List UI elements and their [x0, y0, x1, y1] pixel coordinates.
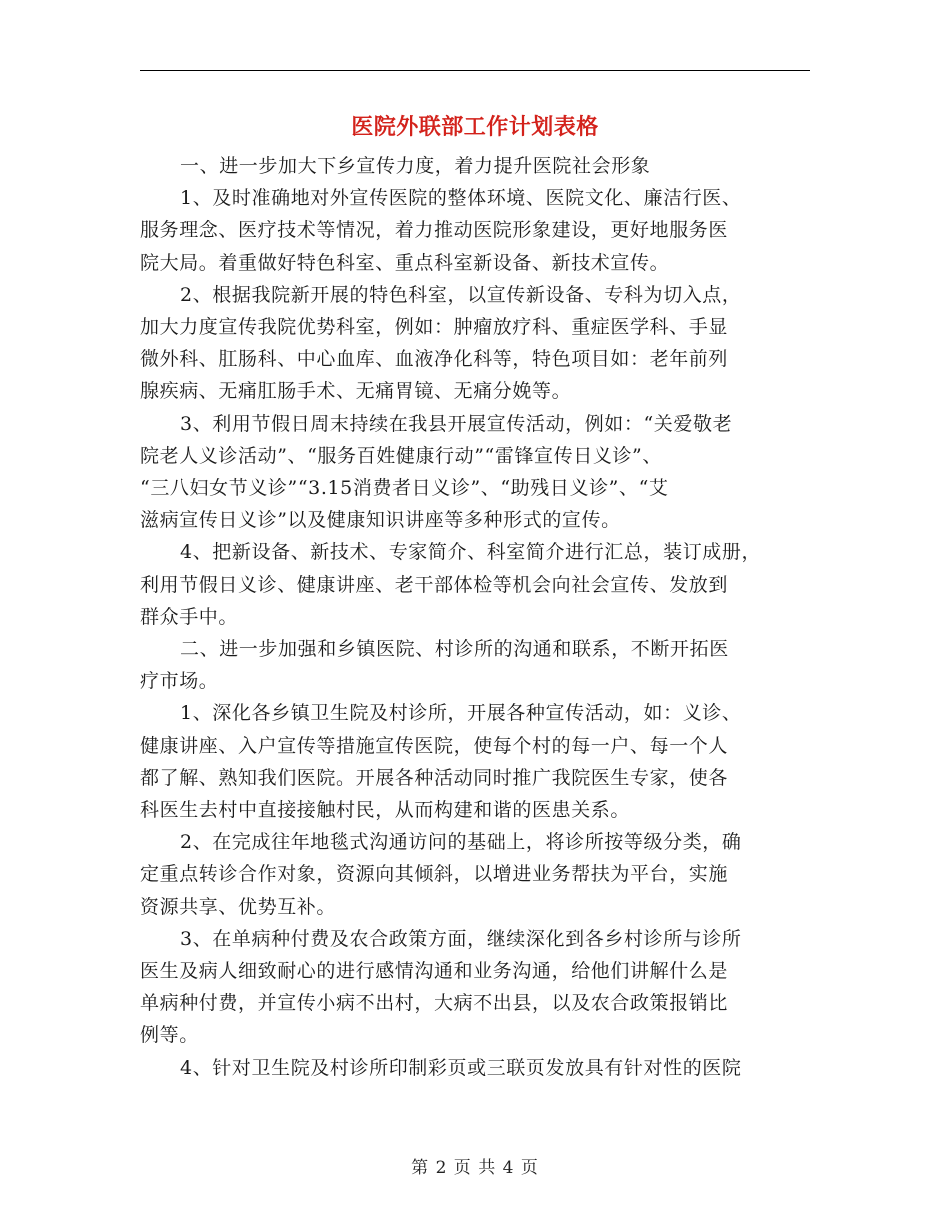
paragraph: 1、及时准确地对外宣传医院的整体环境、医院文化、廉洁行医、 服务理念、医疗技术等情况，着力推动医院形象建设，更好地服务医 院大局。着重做好特色科室、重点科室新设备、新技术宣传。 [140, 187, 742, 274]
page-footer: 第 2 页 共 4 页 [411, 1158, 539, 1178]
section-heading: 二、进一步加强和乡镇医院、村诊所的沟通和联系，不断开拓医 疗市场。 [140, 638, 729, 693]
document-body [140, 150, 820, 1084]
header-rule [140, 70, 810, 71]
paragraph: 4、把新设备、新技术、专家简介、科室简介进行汇总，装订成册， 利用节假日义诊、健康讲座、老干部体检等机会向社会宣传、发放到 群众手中。 [140, 541, 762, 628]
paragraph: 2、根据我院新开展的特色科室，以宣传新设备、专科为切入点， 加大力度宣传我院优势科室，例如：肿瘤放疗科、重症医学科、手显 微外科、肛肠科、中心血库、血液净化科等，特色项目如：老年前列 腺疾病、无痛肛肠手术、无痛胃镜、无痛分娩等。 [140, 283, 742, 403]
paragraph: 4、针对卫生院及村诊所印制彩页或三联页发放具有针对性的医院 [180, 1056, 742, 1079]
paragraph: 3、利用节假日周末持续在我县开展宣传活动，例如：“关爱敬老 院老人义诊活动”、“服务百姓健康行动”“雷锋宣传日义诊”、 “三八妇女节义诊”“3.15消费者日义诊”、“助残日义诊”、“艾 滋病宣传日义诊”以及健康知识讲座等多种形式的宣传。 [140, 412, 733, 532]
document-title: 医院外联部工作计划表格 [351, 114, 599, 140]
paragraph: 3、在单病种付费及农合政策方面，继续深化到各乡村诊所与诊所 医生及病人细致耐心的进行感情沟通和业务沟通，给他们讲解什么是 单病种付费，并宣传小病不出村，大病不出县，以及农合政策报销比 例等。 [140, 927, 742, 1047]
paragraph: 2、在完成往年地毯式沟通访问的基础上，将诊所按等级分类，确 定重点转诊合作对象，资源向其倾斜，以增进业务帮扶为平台，实施 资源共享、优势互补。 [140, 831, 742, 918]
paragraph: 1、深化各乡镇卫生院及村诊所，开展各种宣传活动，如：义诊、 健康讲座、入户宣传等措施宣传医院，使每个村的每一户、每一个人 都了解、熟知我们医院。开展各种活动同时推广我院医生专家，使各 科医生去村中直接接触村民，从而构建和谐的医患关系。 [140, 702, 742, 822]
section-heading: 一、进一步加大下乡宣传力度，着力提升医院社会形象 [180, 155, 651, 177]
